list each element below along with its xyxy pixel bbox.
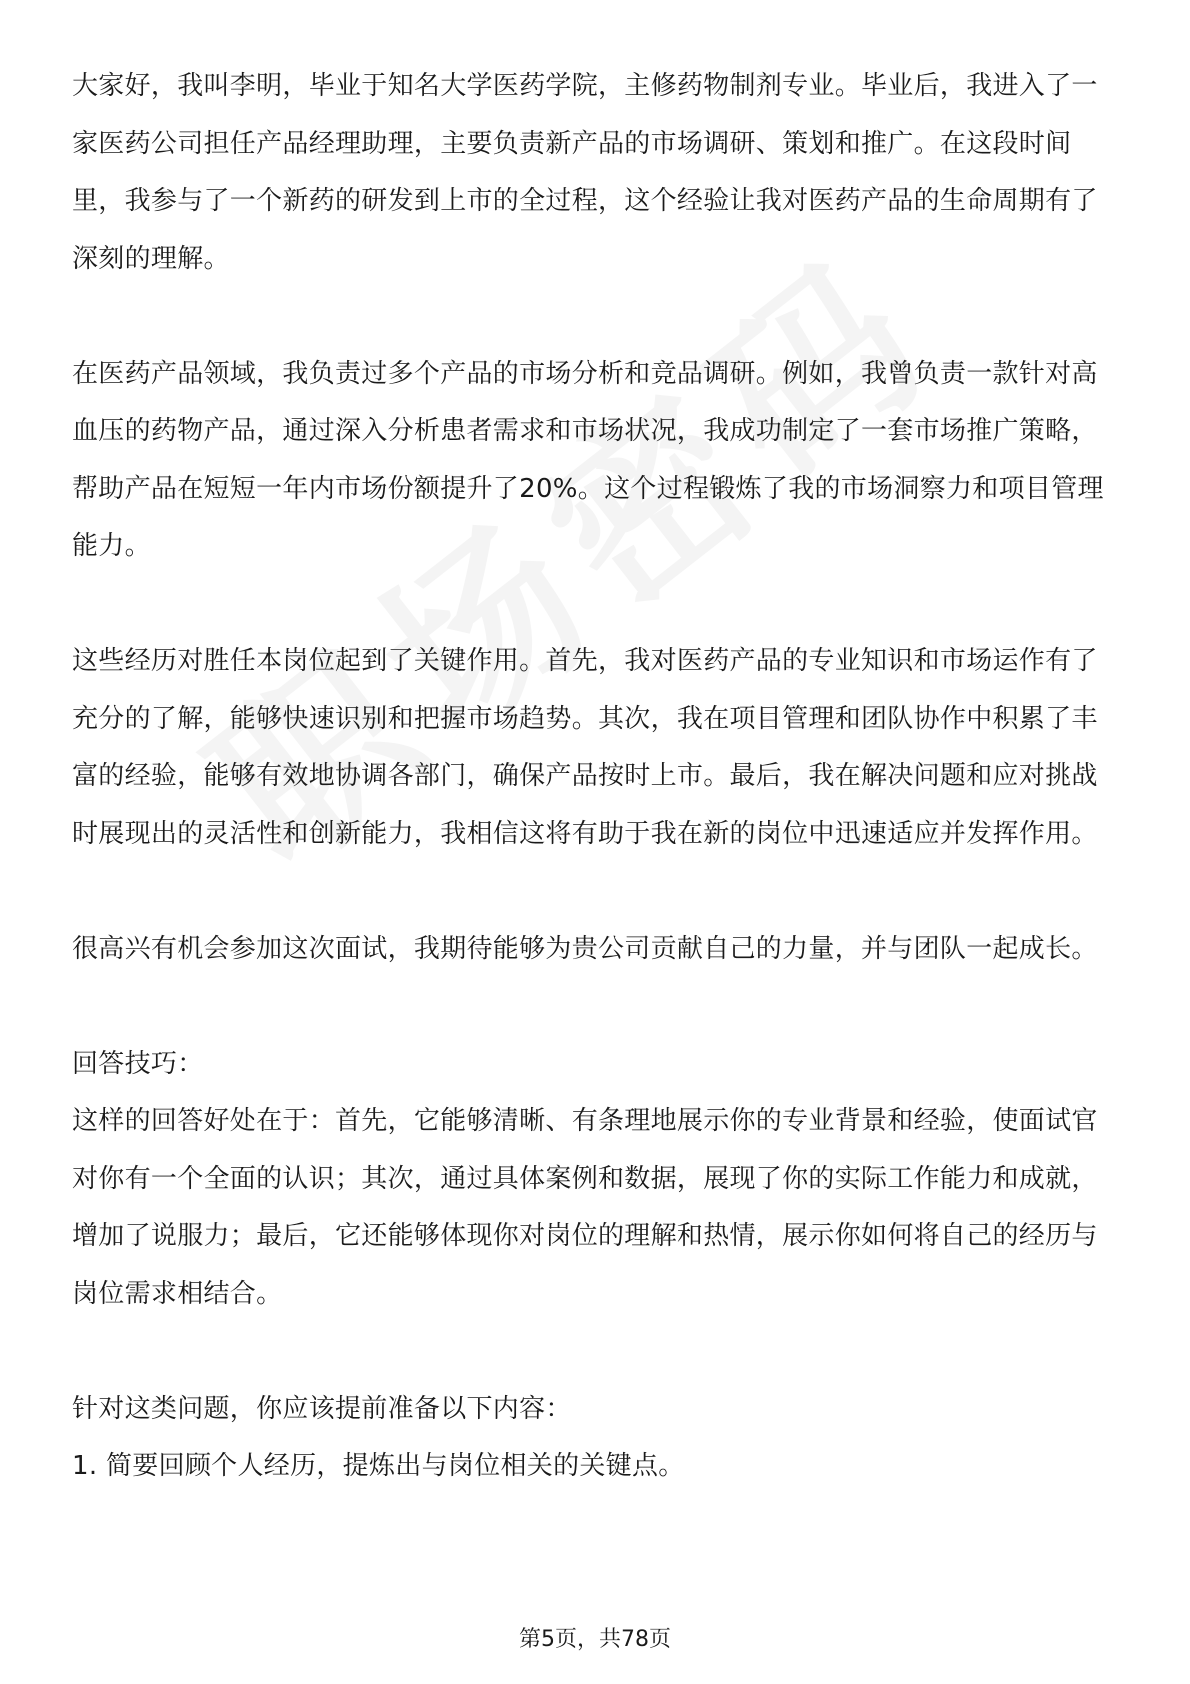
page-number: 第5页，共78页 [519, 1627, 671, 1652]
paragraph-fit: 这些经历对胜任本岗位起到了关键作用。首先，我对医药产品的专业知识和市场运作有了充分的了解，能够快速识别和把握市场趋势。其次，我在项目管理和团队协作中积累了丰富的经验，能够有效地协调各部门，确保产品按时上市。最后，我在解决问题和应对挑战时展现出的灵活性和创新能力，我相信这将有助于我在新的岗位中迅速适应并发挥作用。 [72, 646, 1098, 849]
prepare-heading: 针对这类问题，你应该提前准备以下内容： [72, 1393, 572, 1424]
prepare-item: 1. 简要回顾个人经历，提炼出与岗位相关的关键点。 [72, 1451, 685, 1481]
paragraph-gap [72, 288, 1118, 346]
paragraph-gap [72, 1323, 1118, 1381]
paragraph-gap [72, 863, 1118, 921]
paragraph-intro: 大家好，我叫李明，毕业于知名大学医药学院，主修药物制剂专业。毕业后，我进入了一家医药公司担任产品经理助理，主要负责新产品的市场调研、策划和推广。在这段时间里，我参与了一个新药的研发到上市的全过程，这个经验让我对医药产品的生命周期有了深刻的理解。 [72, 71, 1098, 274]
paragraph-gap [72, 978, 1118, 1036]
tips-heading: 回答技巧： [72, 1048, 204, 1079]
tips-body: 这样的回答好处在于：首先，它能够清晰、有条理地展示你的专业背景和经验，使面试官对你有一个全面的认识；其次，通过具体案例和数据，展现了你的实际工作能力和成就，增加了说服力；最后，它还能够体现你对岗位的理解和热情，展示你如何将自己的经历与岗位需求相结合。 [72, 1106, 1098, 1309]
paragraph-experience: 在医药产品领域，我负责过多个产品的市场分析和竞品调研。例如，我曾负责一款针对高血压的药物产品，通过深入分析患者需求和市场状况，我成功制定了一套市场推广策略，帮助产品在短短一年内市场份额提升了20%。这个过程锻炼了我的市场洞察力和项目管理能力。 [72, 358, 1104, 561]
document-body [72, 58, 1118, 1496]
paragraph-gap [72, 576, 1118, 634]
paragraph-closing: 很高兴有机会参加这次面试，我期待能够为贵公司贡献自己的力量，并与团队一起成长。 [72, 933, 1098, 964]
